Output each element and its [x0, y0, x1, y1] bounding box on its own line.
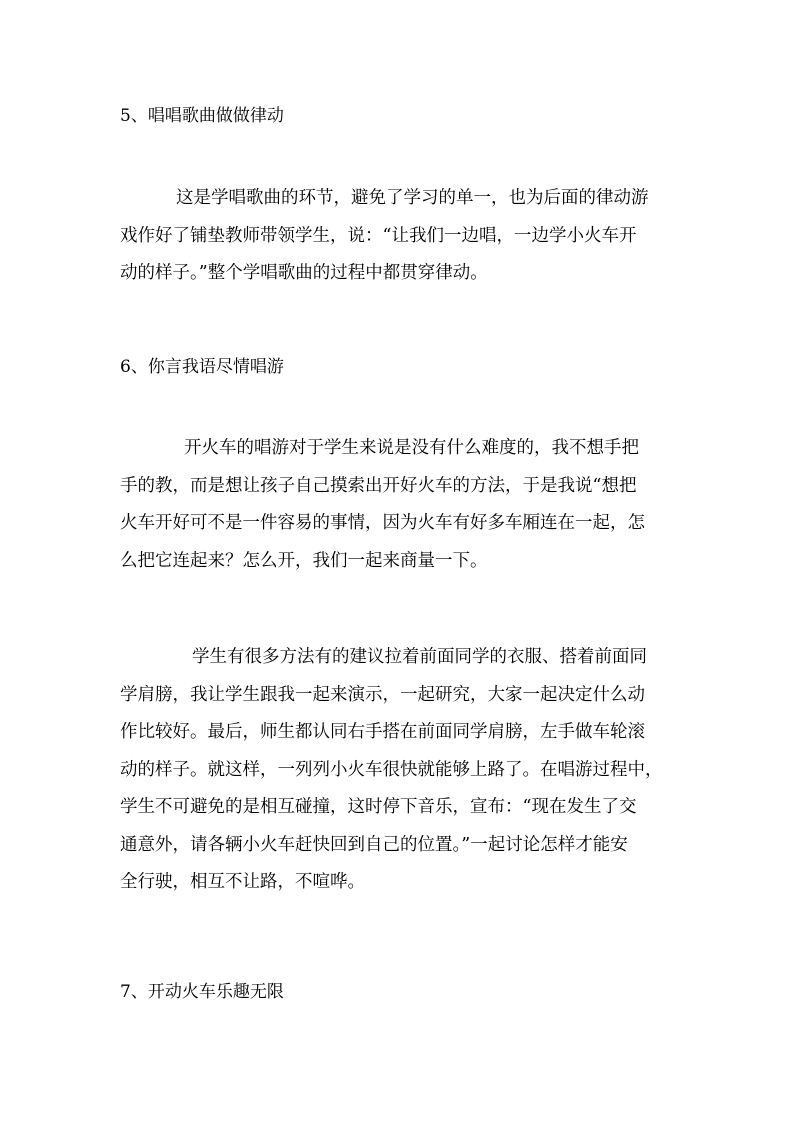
- text-line: 学肩膀，我让学生跟我一起来演示，一起研究，大家一起决定什么动: [120, 684, 645, 705]
- section-heading-5: 5、唱唱歌曲做做律动: [120, 106, 284, 126]
- text-line: 学生不可避免的是相互碰撞，这时停下音乐，宣布：“现在发生了交: [120, 797, 637, 817]
- paragraph-singing-rhythm: [120, 180, 676, 293]
- text-line: 这是学唱歌曲的环节，避免了学习的单一，也为后面的律动游: [176, 188, 649, 208]
- paragraph-train-game: [120, 430, 676, 580]
- section-heading-7: 7、开动火车乐趣无限: [120, 982, 284, 1002]
- text-line: 作比较好。最后，师生都认同右手搭在前面同学肩膀，左手做车轮滚: [120, 722, 645, 742]
- section-heading-6: 6、你言我语尽情唱游: [120, 357, 284, 377]
- text-line: 戏作好了铺垫教师带领学生，说：“让我们一边唱，一边学小火车开: [120, 225, 637, 246]
- text-line: 开火车的唱游对于学生来说是没有什么难度的，我不想手把: [184, 438, 639, 458]
- text-line: 手的教，而是想让孩子自己摸索出开好火车的方法，于是我说“想把: [120, 475, 637, 496]
- paragraph-student-methods: [120, 639, 676, 902]
- text-line: 动的样子。”整个学唱歌曲的过程中都贯穿律动。: [120, 263, 488, 283]
- text-line: 动的样子。就这样，一列列小火车很快就能够上路了。在唱游过程中，: [120, 759, 663, 780]
- text-line: 全行驶，相互不让路，不喧哗。: [120, 872, 365, 892]
- text-line: 么把它连起来？怎么开，我们一起来商量一下。: [120, 550, 488, 571]
- text-line: 火车开好可不是一件容易的事情，因为火车有好多车厢连在一起，怎: [120, 513, 645, 533]
- text-line: 通意外，请各辆小火车赶快回到自己的位置。”一起讨论怎样才能安: [120, 834, 628, 855]
- text-line: 学生有很多方法有的建议拉着前面同学的衣服、搭着前面同: [192, 647, 647, 667]
